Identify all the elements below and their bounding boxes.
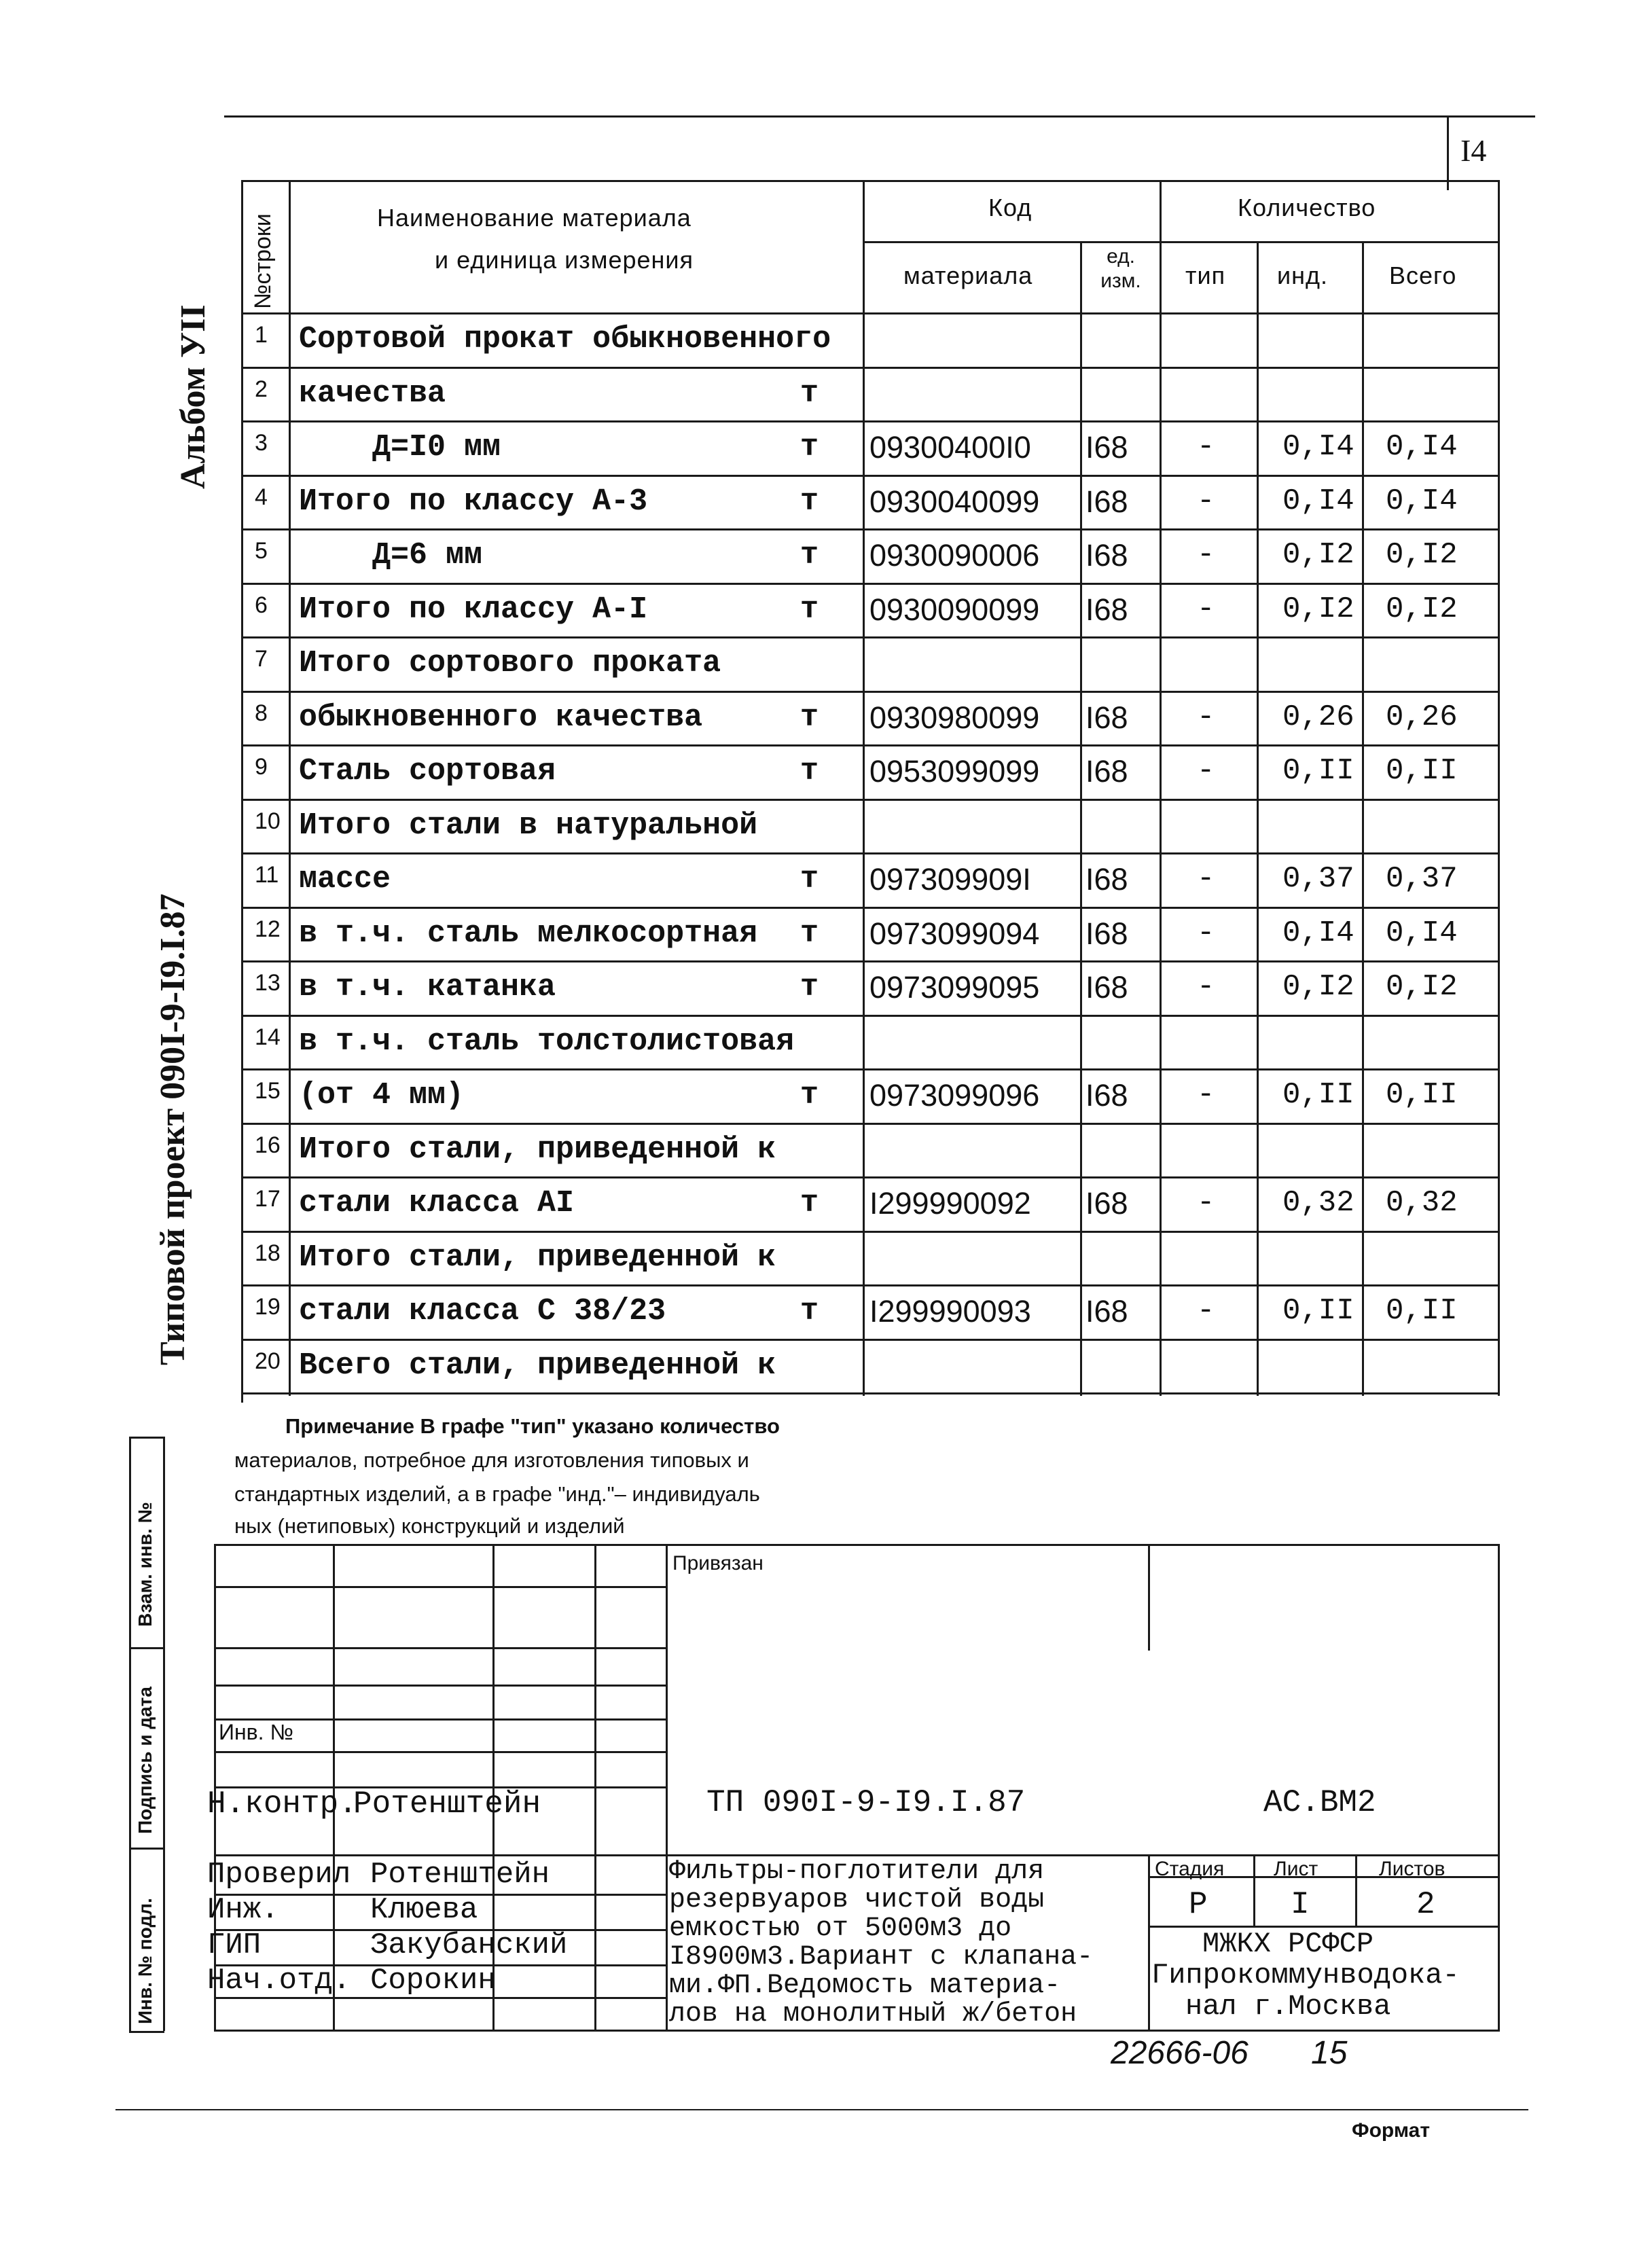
unit-code: I68	[1085, 430, 1128, 465]
unit-mark: т	[800, 592, 819, 627]
qty-type: -	[1197, 862, 1215, 896]
note-line-3: стандартных изделий, а в графе "инд."– индивидуаль	[234, 1482, 760, 1506]
page-number: I4	[1460, 133, 1487, 168]
side-label-vzam: Взам. инв. №	[134, 1502, 156, 1627]
unit-code: I68	[1085, 484, 1128, 519]
row-number: 16	[255, 1132, 281, 1158]
qty-type: -	[1197, 538, 1215, 572]
unit-code: I68	[1085, 970, 1128, 1005]
qty-ind: 0,I2	[1282, 538, 1354, 572]
material-name: в т.ч. сталь толстолистовая	[299, 1024, 795, 1059]
title-line: лов на монолитный ж/бетон	[669, 1999, 1077, 2030]
unit-mark: т	[800, 538, 819, 573]
material-code: 0973099094	[869, 916, 1040, 951]
row-number: 1	[255, 322, 268, 348]
org-line: нал г.Москва	[1185, 1990, 1391, 2023]
material-name: Д=6 мм	[299, 538, 483, 573]
signer-role: Нач.отд.	[207, 1964, 351, 1998]
signer-name: Ротенштейн	[370, 1858, 550, 1892]
qty-ind: 0,II	[1282, 1078, 1354, 1112]
unit-code: I68	[1085, 862, 1128, 897]
qty-total: 0,37	[1386, 862, 1458, 896]
title-line: емкостью от 5000м3 до	[669, 1913, 1012, 1944]
material-code: 097309909I	[869, 862, 1031, 897]
project-label: Типовой проект 090I-9-I9.I.87	[154, 893, 192, 1365]
unit-code: I68	[1085, 754, 1128, 789]
footer-page: 15	[1311, 2035, 1348, 2071]
qty-ind: 0,II	[1282, 1294, 1354, 1328]
row-number: 18	[255, 1240, 281, 1266]
material-name: Итого по классу А-3	[299, 484, 648, 519]
header-qty-type: тип	[1185, 262, 1226, 289]
note-line-1: Примечание В графе "тип" указано количество	[285, 1414, 780, 1438]
qty-total: 0,I4	[1386, 916, 1458, 950]
row-number: 7	[255, 646, 268, 672]
header-name-line1: Наименование материала	[377, 204, 692, 232]
header-code-unit: ед. изм.	[1100, 245, 1141, 292]
qty-ind: 0,26	[1282, 700, 1354, 734]
row-number: 9	[255, 754, 268, 780]
inv-no-label: Инв. №	[219, 1720, 293, 1744]
privyazan-label: Привязан	[672, 1552, 764, 1574]
org-line: Гипрокоммунводока-	[1151, 1959, 1460, 1992]
row-number: 14	[255, 1024, 281, 1050]
header-qty-ind: инд.	[1277, 262, 1328, 289]
material-name: стали класса С 38/23	[299, 1294, 666, 1329]
qty-type: -	[1197, 970, 1215, 1004]
row-number: 8	[255, 700, 268, 726]
unit-code: I68	[1085, 1078, 1128, 1113]
material-name: (от 4 мм)	[299, 1078, 465, 1113]
unit-code: I68	[1085, 538, 1128, 573]
material-name: Итого стали, приведенной к	[299, 1132, 776, 1167]
qty-ind: 0,I4	[1282, 430, 1354, 464]
material-code: 0930090006	[869, 538, 1040, 573]
qty-ind: 0,II	[1282, 754, 1354, 788]
row-number: 10	[255, 808, 281, 834]
unit-mark: т	[800, 376, 819, 411]
document-mark: АС.ВМ2	[1263, 1785, 1376, 1820]
title-line: Фильтры-поглотители для	[669, 1856, 1045, 1887]
unit-mark: т	[800, 1186, 819, 1221]
listov-value: 2	[1416, 1887, 1435, 1922]
list-value: I	[1291, 1887, 1310, 1922]
qty-total: 0,32	[1386, 1186, 1458, 1220]
unit-mark: т	[800, 1078, 819, 1113]
row-number: 2	[255, 376, 268, 402]
unit-mark: т	[800, 700, 819, 735]
material-name: Итого стали, приведенной к	[299, 1240, 776, 1275]
stadiya-label: Стадия	[1155, 1858, 1225, 1880]
header-row-no: №строки	[250, 213, 276, 309]
material-code: 0930980099	[869, 700, 1040, 735]
material-name: качества	[299, 376, 446, 411]
material-code: 0973099095	[869, 970, 1040, 1005]
material-name: Всего стали, приведенной к	[299, 1348, 776, 1383]
row-number: 3	[255, 430, 268, 456]
material-name: Итого стали в натуральной	[299, 808, 758, 843]
n-kontr-name: Ротенштейн	[353, 1786, 541, 1822]
archive-number: 22666-06	[1111, 2035, 1249, 2071]
qty-total: 0,I4	[1386, 430, 1458, 464]
material-code: I299990092	[869, 1186, 1031, 1221]
material-name: Сталь сортовая	[299, 754, 556, 789]
row-number: 11	[255, 862, 279, 888]
signer-role: Инж.	[207, 1893, 279, 1927]
qty-total: 0,I2	[1386, 538, 1458, 572]
qty-type: -	[1197, 1078, 1215, 1112]
note-line-4: ных (нетиповых) конструкций и изделий	[234, 1514, 625, 1538]
row-number: 20	[255, 1348, 281, 1374]
header-name-line2: и единица измерения	[435, 246, 694, 274]
qty-total: 0,II	[1386, 1294, 1458, 1328]
signer-role: Проверил	[207, 1858, 351, 1892]
material-code: 0953099099	[869, 754, 1040, 789]
material-name: Сортовой прокат обыкновенного	[299, 322, 831, 357]
row-number: 19	[255, 1294, 281, 1320]
unit-mark: т	[800, 970, 819, 1005]
material-code: 09300400I0	[869, 430, 1031, 465]
title-line: I8900м3.Вариант с клапана-	[669, 1942, 1094, 1973]
qty-type: -	[1197, 754, 1215, 788]
qty-type: -	[1197, 592, 1215, 626]
material-name: стали класса АI	[299, 1186, 575, 1221]
material-code: 0973099096	[869, 1078, 1040, 1113]
material-code: 0930040099	[869, 484, 1040, 519]
album-label: Альбом УII	[174, 304, 213, 489]
qty-total: 0,26	[1386, 700, 1458, 734]
qty-type: -	[1197, 700, 1215, 734]
qty-total: 0,I4	[1386, 484, 1458, 518]
signer-role: ГИП	[207, 1928, 262, 1962]
material-code: 0930090099	[869, 592, 1040, 627]
unit-mark: т	[800, 862, 819, 897]
material-name: в т.ч. сталь мелкосортная	[299, 916, 758, 951]
row-number: 12	[255, 916, 281, 942]
qty-total: 0,I2	[1386, 592, 1458, 626]
unit-mark: т	[800, 484, 819, 519]
unit-code: I68	[1085, 1294, 1128, 1329]
stadiya-value: Р	[1189, 1887, 1208, 1922]
material-name: Д=I0 мм	[299, 430, 501, 465]
org-line: МЖКХ РСФСР	[1202, 1928, 1374, 1960]
header-qty: Количество	[1238, 194, 1376, 221]
qty-type: -	[1197, 430, 1215, 464]
header-qty-total: Всего	[1389, 262, 1457, 289]
note-line-2: материалов, потребное для изготовления типовых и	[234, 1448, 749, 1472]
header-code-material: материала	[903, 262, 1033, 289]
material-name: в т.ч. катанка	[299, 970, 556, 1005]
material-name: массе	[299, 862, 391, 897]
unit-mark: т	[800, 430, 819, 465]
qty-ind: 0,I4	[1282, 916, 1354, 950]
header-code: Код	[988, 194, 1032, 221]
qty-type: -	[1197, 484, 1215, 518]
qty-type: -	[1197, 1294, 1215, 1328]
row-number: 15	[255, 1078, 281, 1104]
unit-code: I68	[1085, 592, 1128, 627]
material-name: Итого по классу А-I	[299, 592, 648, 627]
signer-name: Закубанский	[370, 1928, 568, 1962]
material-name: обыкновенного качества	[299, 700, 703, 735]
title-line: резервуаров чистой воды	[669, 1885, 1045, 1915]
row-number: 4	[255, 484, 268, 510]
qty-ind: 0,I2	[1282, 970, 1354, 1004]
unit-code: I68	[1085, 1186, 1128, 1221]
list-label: Лист	[1274, 1858, 1318, 1880]
row-number: 17	[255, 1186, 281, 1212]
unit-mark: т	[800, 1294, 819, 1329]
qty-ind: 0,I4	[1282, 484, 1354, 518]
n-kontr-role: Н.контр.	[207, 1786, 357, 1822]
document-code: ТП 090I-9-I9.I.87	[706, 1785, 1026, 1820]
row-number: 5	[255, 538, 268, 564]
qty-total: 0,I2	[1386, 970, 1458, 1004]
unit-code: I68	[1085, 916, 1128, 951]
qty-type: -	[1197, 916, 1215, 950]
signer-name: Сорокин	[370, 1964, 496, 1998]
qty-total: 0,II	[1386, 1078, 1458, 1112]
qty-ind: 0,I2	[1282, 592, 1354, 626]
unit-mark: т	[800, 754, 819, 789]
qty-ind: 0,32	[1282, 1186, 1354, 1220]
material-name: Итого сортового проката	[299, 646, 721, 681]
side-label-inv-podl: Инв. № подл.	[134, 1898, 156, 2024]
side-label-podpis: Подпись и дата	[134, 1687, 156, 1834]
qty-type: -	[1197, 1186, 1215, 1220]
listov-label: Листов	[1379, 1858, 1446, 1880]
qty-ind: 0,37	[1282, 862, 1354, 896]
unit-code: I68	[1085, 700, 1128, 735]
unit-mark: т	[800, 916, 819, 951]
qty-total: 0,II	[1386, 754, 1458, 788]
material-code: I299990093	[869, 1294, 1031, 1329]
format-label: Формат	[1352, 2119, 1431, 2142]
signer-name: Клюева	[370, 1893, 478, 1927]
row-number: 6	[255, 592, 268, 618]
title-line: ми.ФП.Ведомость материа-	[669, 1970, 1061, 2001]
row-number: 13	[255, 970, 281, 996]
